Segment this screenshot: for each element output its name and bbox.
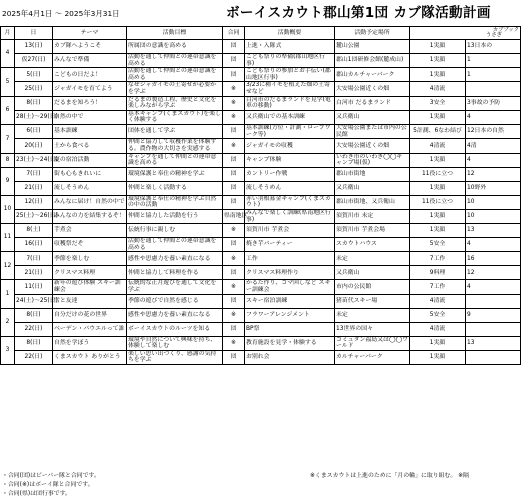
summary-cell: 3/23に種イモを植えた畑の土寄せなど xyxy=(245,82,335,96)
place-cell: 又兵衛山 xyxy=(335,181,410,195)
cubbook-next-cell: 13日本の xyxy=(466,40,521,54)
goal-cell: 伝統行事に親しむ xyxy=(127,224,223,238)
day-cell: 仮27(日) xyxy=(15,54,53,68)
cubbook-next-cell: 10 xyxy=(466,195,521,209)
cubbook-usagi-cell: 9料理 xyxy=(410,266,466,280)
summary-cell: 又兵衛山での基本訓練 xyxy=(245,110,335,124)
cubbook-usagi-cell: 1実顔 xyxy=(410,350,466,364)
joint-cell: ※ xyxy=(223,252,245,266)
goal-cell: 環境や自然について興味を持ち、体験して楽しむ xyxy=(127,336,223,350)
theme-cell: 芋煮会 xyxy=(53,224,127,238)
place-cell: 未定 xyxy=(335,252,410,266)
cubbook-next-cell: 10 xyxy=(466,209,521,223)
col-day: 日 xyxy=(15,27,53,40)
month-cell: 5 xyxy=(1,68,15,96)
cubbook-next-cell: 9 xyxy=(466,308,521,322)
cubbook-next-cell: 16 xyxy=(466,252,521,266)
summary-cell: フラワーアレンジメント xyxy=(245,308,335,322)
place-cell: いわき市のいわき◯◯キャンプ場(仮) xyxy=(335,153,410,167)
summary-cell: カントリー作戦 xyxy=(245,167,335,181)
table-row xyxy=(1,266,521,280)
cubbook-usagi-cell: 5安全 xyxy=(410,308,466,322)
theme-cell: ベーデン・パウエルって誰 xyxy=(53,322,127,336)
joint-cell: 団 xyxy=(223,40,245,54)
goal-cell: 活動を通して仲間との連帯意識を高める xyxy=(127,238,223,252)
note-line: ・合同(団)はビーバー隊と合同です。 xyxy=(2,473,100,479)
theme-cell: みんなの力を結集するぞ！ xyxy=(53,209,127,223)
joint-cell: 団 xyxy=(223,153,245,167)
month-cell: 6 xyxy=(1,96,15,124)
table-row xyxy=(1,153,521,167)
col-month: 月 xyxy=(1,27,15,40)
joint-cell: 団 xyxy=(223,68,245,82)
theme-cell: 自然の中で xyxy=(53,110,127,124)
col-place: 活動予定場所 xyxy=(335,27,410,40)
month-cell: 7 xyxy=(1,125,15,153)
table-row xyxy=(1,336,521,350)
place-cell: 大安場公園または市内の公民館 xyxy=(335,125,410,139)
place-cell: 麓山公園 xyxy=(335,40,410,54)
table-row xyxy=(1,252,521,266)
goal-cell: なぜジャガイモの土寄せが必要かを学ぶ xyxy=(127,82,223,96)
cubbook-usagi-cell: 4清流 xyxy=(410,139,466,153)
theme-cell: 流しそうめん xyxy=(53,181,127,195)
cubbook-usagi-cell: 5安全 xyxy=(410,238,466,252)
table-row xyxy=(1,294,521,308)
table-row xyxy=(1,350,521,364)
table-row xyxy=(1,224,521,238)
place-cell: 郡山市街地 xyxy=(335,167,410,181)
table-row xyxy=(1,125,521,139)
day-cell: 25(日) xyxy=(15,82,53,96)
place-cell: 又兵衛山 xyxy=(335,110,410,124)
col-summary: 活動概要 xyxy=(245,27,335,40)
day-cell: 7(日) xyxy=(15,252,53,266)
theme-cell: 夏の宿泊活動 xyxy=(53,153,127,167)
theme-cell: 雪と友達 xyxy=(53,294,127,308)
cubbook-usagi-cell: 11役に立つ xyxy=(410,195,466,209)
joint-cell: 団 xyxy=(223,238,245,252)
day-cell: 22(日) xyxy=(15,350,53,364)
day-cell: 8(日) xyxy=(15,308,53,322)
joint-cell: 団 xyxy=(223,294,245,308)
goal-cell: 仲間と協力した活動を行う xyxy=(127,209,223,223)
table-row xyxy=(1,181,521,195)
summary-cell: 基本訓練(方位・計測・ロープワーク等) xyxy=(245,125,335,139)
summary-cell: 須賀川市 芋煮会 xyxy=(245,224,335,238)
theme-cell: みんなに届け！自然の中で xyxy=(53,195,127,209)
cubbook-next-cell: 3事故の予防 xyxy=(466,96,521,110)
summary-cell: こども祭りの準備(郡山地区行事) xyxy=(245,54,335,68)
goal-cell: 団体を通して学ぶ xyxy=(127,125,223,139)
place-cell: 須賀川市 未定 xyxy=(335,209,410,223)
table-row xyxy=(1,308,521,322)
cubbook-label: カブブック xyxy=(492,26,519,33)
cubbook-next-cell: 4 xyxy=(466,153,521,167)
day-cell: 25(土)～26(日) xyxy=(15,209,53,223)
theme-cell: こどもの日だよ！ xyxy=(53,68,127,82)
place-cell: カルチャーパーク xyxy=(335,350,410,364)
day-cell: 22(日) xyxy=(15,322,53,336)
table-row xyxy=(1,139,521,153)
col-joint: 合同 xyxy=(223,27,245,40)
theme-cell: 土から食べる xyxy=(53,139,127,153)
table-row xyxy=(1,40,521,54)
place-cell: コミュタン福島又は◯◯ワールド xyxy=(336,336,408,350)
joint-cell: 県南地区 xyxy=(223,209,245,223)
day-cell: 7(日) xyxy=(15,167,53,181)
cubbook-next-cell: 12 xyxy=(466,266,521,280)
theme-cell: 新年の遊び体験 スキー訓練会 xyxy=(53,280,127,294)
day-cell: 5(日) xyxy=(15,68,53,82)
table-row xyxy=(1,238,521,252)
place-cell: 13世界の国々 xyxy=(335,322,410,336)
goal-cell: 環境保護と奉仕の精神を学ぶ xyxy=(127,167,223,181)
goal-cell: 環境保護と奉仕の精神を学ぶ自然の中の活動 xyxy=(127,195,223,209)
theme-cell: 自分だけの花の世界 xyxy=(53,308,127,322)
joint-cell: 団 xyxy=(223,350,245,364)
joint-cell: 団 xyxy=(223,266,245,280)
cubbook-next-cell: 4 xyxy=(466,238,521,252)
table-row xyxy=(1,110,521,124)
day-cell: 13(日) xyxy=(15,40,53,54)
cubbook-usagi-cell: 1実顔 xyxy=(410,209,466,223)
cubbook-usagi-cell: 1実顔 xyxy=(410,68,466,82)
goal-cell: キャンプを通して仲間との連帯意識を高める xyxy=(127,153,223,167)
goal-cell: 仲間と協力して料理を作る xyxy=(127,266,223,280)
place-cell: 白河市 だるまランド xyxy=(335,96,410,110)
cubbook-usagi-cell: 1実顔 xyxy=(410,336,466,350)
month-cell: 4 xyxy=(1,40,15,68)
cubbook-next-cell: 12 xyxy=(466,167,521,181)
goal-cell: 楽しい思い出づくり、感謝の気持ちを学ぶ xyxy=(127,350,223,364)
activity-plan-table xyxy=(0,26,521,365)
subcol-usagi: うさぎ xyxy=(486,32,502,38)
cubbook-usagi-cell: 11役に立つ xyxy=(410,167,466,181)
theme-cell: ジャガイモを育てよう xyxy=(53,82,127,96)
page-header xyxy=(0,0,500,22)
cubbook-next-cell: 4 xyxy=(466,280,521,294)
joint-cell: ※ xyxy=(223,139,245,153)
cubbook-usagi-cell: 7工作 xyxy=(410,280,466,294)
theme-cell: だるまを知ろう！ xyxy=(53,96,127,110)
cubbook-usagi-cell: 1実顔 xyxy=(410,181,466,195)
day-cell: 8(日) xyxy=(15,96,53,110)
joint-cell: ※ xyxy=(223,96,245,110)
joint-cell: 団 xyxy=(223,181,245,195)
joint-cell: 団 xyxy=(223,125,245,139)
cubbook-next-cell: 12日本の自然 xyxy=(466,125,521,139)
cubbook-next-cell: 4 xyxy=(466,110,521,124)
cubbook-usagi-cell: 5計測、6なわ結び xyxy=(410,125,466,139)
goal-cell: 所属団の意識を高める xyxy=(127,40,223,54)
joint-cell: ※ xyxy=(223,280,245,294)
place-cell: 大安場公園近くの畑 xyxy=(335,82,410,96)
month-cell: 2 xyxy=(1,308,15,336)
joint-cell: 団 xyxy=(223,167,245,181)
goal-cell: 感性や思慮力を養い素直になる xyxy=(127,252,223,266)
table-row xyxy=(1,68,521,82)
theme-cell: くまスカウト ありがとう xyxy=(53,350,127,364)
table-header-row xyxy=(1,27,521,40)
place-cell: スカウトハウス xyxy=(335,238,410,252)
theme-cell: みんなで準備 xyxy=(53,54,127,68)
summary-cell: ジャガイモの収穫 xyxy=(245,139,335,153)
goal-cell: 基本キャンプ(くまスカウト)を楽しく体験する xyxy=(128,110,221,124)
joint-cell: ※ xyxy=(223,308,245,322)
joint-cell: ※ xyxy=(223,336,245,350)
summary-cell: かるた作り、コマ回しなど スキー訓練会 xyxy=(245,280,335,294)
summary-cell: お別れ会 xyxy=(245,350,335,364)
goal-cell: 感性や思慮力を養い素直になる xyxy=(127,308,223,322)
goal-cell: 季節の遊びで自然を感じる xyxy=(127,294,223,308)
note-line: ・合同(県)は団行事です。 xyxy=(2,491,71,497)
summary-cell: クリスマス料理作り xyxy=(245,266,335,280)
joint-cell: 団 xyxy=(223,322,245,336)
note-line: ・合同(※)はボーイ隊と合同です。 xyxy=(2,482,94,488)
cubbook-next-cell: 1 xyxy=(466,68,521,82)
table-row xyxy=(1,96,521,110)
goal-cell: だるまの製造工程、歴史と文化を楽しみながら学ぶ xyxy=(127,96,223,110)
table-row xyxy=(1,82,521,96)
summary-cell: 白河市のだるまランドを見学(電車の移動) xyxy=(245,96,335,110)
joint-cell: 団 xyxy=(223,54,245,68)
cubbook-usagi-cell: 4清流 xyxy=(410,294,466,308)
theme-cell: 街も心もきれいに xyxy=(53,167,127,181)
place-cell: 猪苗代スキー場 xyxy=(335,294,410,308)
place-cell: 須賀川市 芋煮会場 xyxy=(335,224,410,238)
cubbook-next-cell: 13 xyxy=(466,224,521,238)
table-row xyxy=(1,209,521,223)
summary-cell: こども祭りの参加とお手伝い(郡山地区行事) xyxy=(245,68,335,82)
cubbook-next-cell xyxy=(466,350,521,364)
cubbook-usagi-cell: 1実顔 xyxy=(410,40,466,54)
goal-cell: 活動を通して仲間との連帯意識を高める xyxy=(127,54,223,68)
summary-cell: 上進・入隊式 xyxy=(245,40,335,54)
theme-cell: 季節を楽しむ xyxy=(53,252,127,266)
month-cell: 8 xyxy=(1,153,15,167)
summary-cell: 焼き芋パーティー xyxy=(245,238,335,252)
summary-cell: スキー宿泊訓練 xyxy=(245,294,335,308)
day-cell: 16(日) xyxy=(15,238,53,252)
day-cell: 20(日) xyxy=(15,139,53,153)
summary-cell: 赤い羽根募金キャンプ(くまスカウト) xyxy=(245,195,335,209)
page-title: ボーイスカウト郡山第1団 カブ隊活動計画 xyxy=(226,5,491,21)
theme-cell: 自然を学ぼう xyxy=(53,336,127,350)
month-cell: 12 xyxy=(1,252,15,280)
place-cell: 郡山カルチャーパーク xyxy=(335,68,410,82)
cubbook-next-cell xyxy=(466,294,521,308)
joint-cell: 団 xyxy=(223,195,245,209)
cubbook-next-cell: 4清 xyxy=(466,139,521,153)
goal-cell: 仲間と協力して収穫作業を体験する。農作物の大切さを実感する xyxy=(127,139,223,153)
day-cell: 23(土)～24(日) xyxy=(15,153,53,167)
cubbook-next-cell: 10野外 xyxy=(466,181,521,195)
theme-cell: クリスマス料理 xyxy=(53,266,127,280)
cubbook-usagi-cell: 7工作 xyxy=(410,252,466,266)
table-row xyxy=(1,195,521,209)
day-cell: 24(土)～25(日) xyxy=(15,294,53,308)
table-row xyxy=(1,322,521,336)
cubbook-next-cell xyxy=(466,82,521,96)
summary-cell: 工作 xyxy=(245,252,335,266)
joint-cell: ※ xyxy=(223,110,245,124)
goal-cell: ボーイスカウトのルーツを知る xyxy=(127,322,223,336)
day-cell: 21(日) xyxy=(15,266,53,280)
cubbook-usagi-cell: 1実顔 xyxy=(410,54,466,68)
note-right: ※くまスカウトは上進のために「月の輪」に取り組む。 ※隔 xyxy=(310,473,470,479)
cubbook-next-cell xyxy=(466,322,521,336)
col-theme: テーマ xyxy=(53,27,127,40)
theme-cell: 収穫祭だぞ xyxy=(53,238,127,252)
joint-cell: ※ xyxy=(223,82,245,96)
theme-cell: 基本訓練 xyxy=(53,125,127,139)
place-cell: 市内の公民館 xyxy=(335,280,410,294)
plan-period: 2025年4月1日 ～ 2025年3月31日 xyxy=(2,9,120,18)
month-cell: 11 xyxy=(1,224,15,252)
place-cell: 未定 xyxy=(335,308,410,322)
day-cell: 12(日) xyxy=(15,195,53,209)
summary-cell: BP祭 xyxy=(245,322,335,336)
summary-cell: キャンプ体験 xyxy=(245,153,335,167)
col-cubbook xyxy=(410,27,521,40)
summary-cell: 流しそうめん xyxy=(245,181,335,195)
table-row xyxy=(1,280,521,294)
cubbook-usagi-cell: 1実顔 xyxy=(410,224,466,238)
goal-cell: 伝統的な正月遊びを通して文化を学ぶ xyxy=(127,280,223,294)
cubbook-next-cell: 1 xyxy=(466,54,521,68)
goal-cell: 仲間と楽しく活動する xyxy=(127,181,223,195)
theme-cell: カブ隊へようこそ xyxy=(53,40,127,54)
place-cell: 郡山1団研修会館(麓成山) xyxy=(335,54,410,68)
cubbook-usagi-cell: 4清流 xyxy=(410,82,466,96)
place-cell: 大安場公園近くの畑 xyxy=(335,139,410,153)
joint-cell: ※ xyxy=(223,224,245,238)
cubbook-usagi-cell: 1実顔 xyxy=(410,153,466,167)
cubbook-usagi-cell: 4清流 xyxy=(410,322,466,336)
cubbook-next-cell: 13 xyxy=(466,336,521,350)
col-goal: 活動目標 xyxy=(127,27,223,40)
cubbook-usagi-cell: 1実顔 xyxy=(410,110,466,124)
summary-cell: 教育施設を見学・体験する xyxy=(245,336,335,350)
place-cell: 又兵衛山 xyxy=(335,266,410,280)
day-cell: 6(日) xyxy=(15,125,53,139)
cubbook-usagi-cell: 3安全 xyxy=(410,96,466,110)
day-cell: 28(土)～29(日) xyxy=(15,110,53,124)
month-cell: 10 xyxy=(1,195,15,223)
month-cell: 3 xyxy=(1,336,15,364)
summary-cell: みんなで楽しく訓練(県南地区行事) xyxy=(245,209,335,223)
goal-cell: 活動を通して仲間との連帯意識を高める xyxy=(127,68,223,82)
month-cell: 1 xyxy=(1,280,15,308)
table-row xyxy=(1,54,521,68)
day-cell: 8(土) xyxy=(15,224,53,238)
month-cell: 9 xyxy=(1,167,15,195)
day-cell: 11(日) xyxy=(15,280,53,294)
day-cell: 8(日) xyxy=(15,336,53,350)
place-cell: 郡山市街地、又兵衛山 xyxy=(335,195,410,209)
table-row xyxy=(1,167,521,181)
day-cell: 21(日) xyxy=(15,181,53,195)
